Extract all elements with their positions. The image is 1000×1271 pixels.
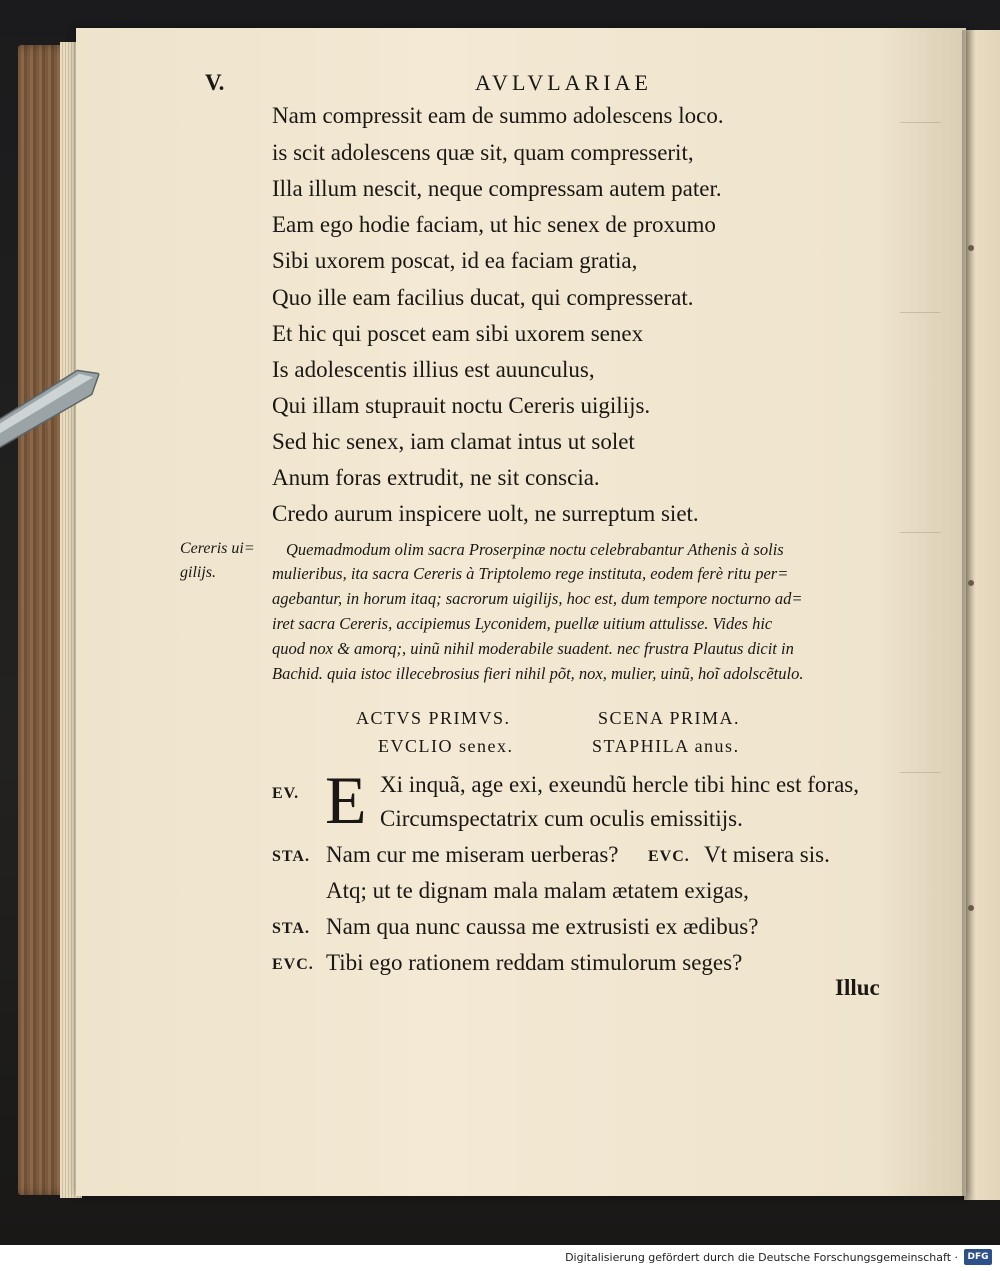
- verse-line: Sibi uxorem poscat, id ea faciam gratia,: [272, 248, 638, 273]
- verse-line: Qui illam stuprauit noctu Cereris uigilijs.: [272, 393, 651, 418]
- dialogue-line: Atq; ut te dignam mala malam ætatem exigas,: [326, 878, 749, 903]
- commentary-line: iret sacra Cereris, accipiemus Lyconidem, puellæ uitium attulisse. Vides hic: [272, 614, 773, 633]
- dialogue-speaker: EVC.: [272, 956, 314, 973]
- binding-stitch: [968, 580, 974, 586]
- speaker-heading: STAPHILA anus.: [592, 736, 740, 756]
- binding-stitch: [968, 245, 974, 251]
- margin-note-line: gilijs.: [180, 564, 217, 581]
- running-head: AVLVLARIAE: [475, 70, 652, 95]
- margin-note-line: Cereris ui=: [180, 540, 255, 557]
- verse-line: Sed hic senex, iam clamat intus ut solet: [272, 429, 635, 454]
- commentary-line: Bachid. quia istoc illecebrosius fieri nihil põt, nox, mulier, uinũ, hoĩ adolscẽtulo.: [272, 664, 804, 683]
- verse-line: Anum foras extrudit, ne sit conscia.: [272, 465, 600, 490]
- dialogue-line: Nam cur me miseram uerberas?: [326, 842, 619, 867]
- verse-line: Illa illum nescit, neque compressam autem pater.: [272, 176, 722, 201]
- speaker-heading: EVCLIO senex.: [378, 736, 514, 756]
- dialogue-speaker: EV.: [272, 785, 300, 802]
- bleed-through-mark: ——: [900, 520, 940, 542]
- dialogue-line: Circumspectatrix cum oculis emissitijs.: [380, 806, 743, 831]
- drop-cap: E: [325, 762, 367, 838]
- verse-line: Quo ille eam facilius ducat, qui compresserat.: [272, 285, 694, 310]
- bleed-through-mark: ——: [900, 300, 940, 322]
- gutter-shadow: [962, 30, 976, 1200]
- dialogue-speaker: STA.: [272, 848, 310, 865]
- verse-line: Et hic qui poscet eam sibi uxorem senex: [272, 321, 644, 346]
- dialogue-speaker: EVC.: [648, 848, 690, 865]
- scene-heading: SCENA PRIMA.: [598, 708, 741, 728]
- verse-line: Nam compressit eam de summo adolescens loco.: [272, 103, 724, 128]
- commentary-line: quod nox & amorq;, uinũ nihil moderabile suadent. nec frustra Plautus dicit in: [272, 639, 794, 658]
- binding-stitch: [968, 905, 974, 911]
- bleed-through-mark: ——: [900, 110, 940, 132]
- bleed-through-mark: ——: [900, 760, 940, 782]
- dialogue-line: Nam qua nunc caussa me extrusisti ex ædibus?: [326, 914, 759, 939]
- catchword: Illuc: [835, 975, 880, 1000]
- dialogue-line: Xi inquã, age exi, exeundũ hercle tibi hinc est foras,: [380, 772, 860, 797]
- verse-line: Eam ego hodie faciam, ut hic senex de proxumo: [272, 212, 716, 237]
- dialogue-line: Vt misera sis.: [704, 842, 830, 867]
- act-heading: ACTVS PRIMVS.: [356, 708, 511, 728]
- book-page: [76, 28, 966, 1196]
- verse-line: Is adolescentis illius est auunculus,: [272, 357, 595, 382]
- dialogue-line: Tibi ego rationem reddam stimulorum seges?: [326, 950, 743, 975]
- page-number: V.: [205, 70, 225, 95]
- commentary-line: Quemadmodum olim sacra Proserpinæ noctu celebrabantur Athenis à solis: [286, 540, 784, 559]
- dfg-logo: DFG: [964, 1249, 992, 1265]
- funding-credit: Digitalisierung gefördert durch die Deutsche Forschungsgemeinschaft ·: [565, 1251, 958, 1264]
- dialogue-speaker: STA.: [272, 920, 310, 937]
- commentary-line: mulieribus, ita sacra Cereris à Triptolemo rege instituta, eodem ferè ritu per=: [272, 564, 789, 583]
- commentary-line: agebantur, in horum itaq; sacrorum uigilijs, hoc est, dum tempore nocturno ad=: [272, 589, 803, 608]
- verse-line: is scit adolescens quæ sit, quam compresserit,: [272, 140, 694, 165]
- verse-line: Credo aurum inspicere uolt, ne surreptum siet.: [272, 501, 699, 526]
